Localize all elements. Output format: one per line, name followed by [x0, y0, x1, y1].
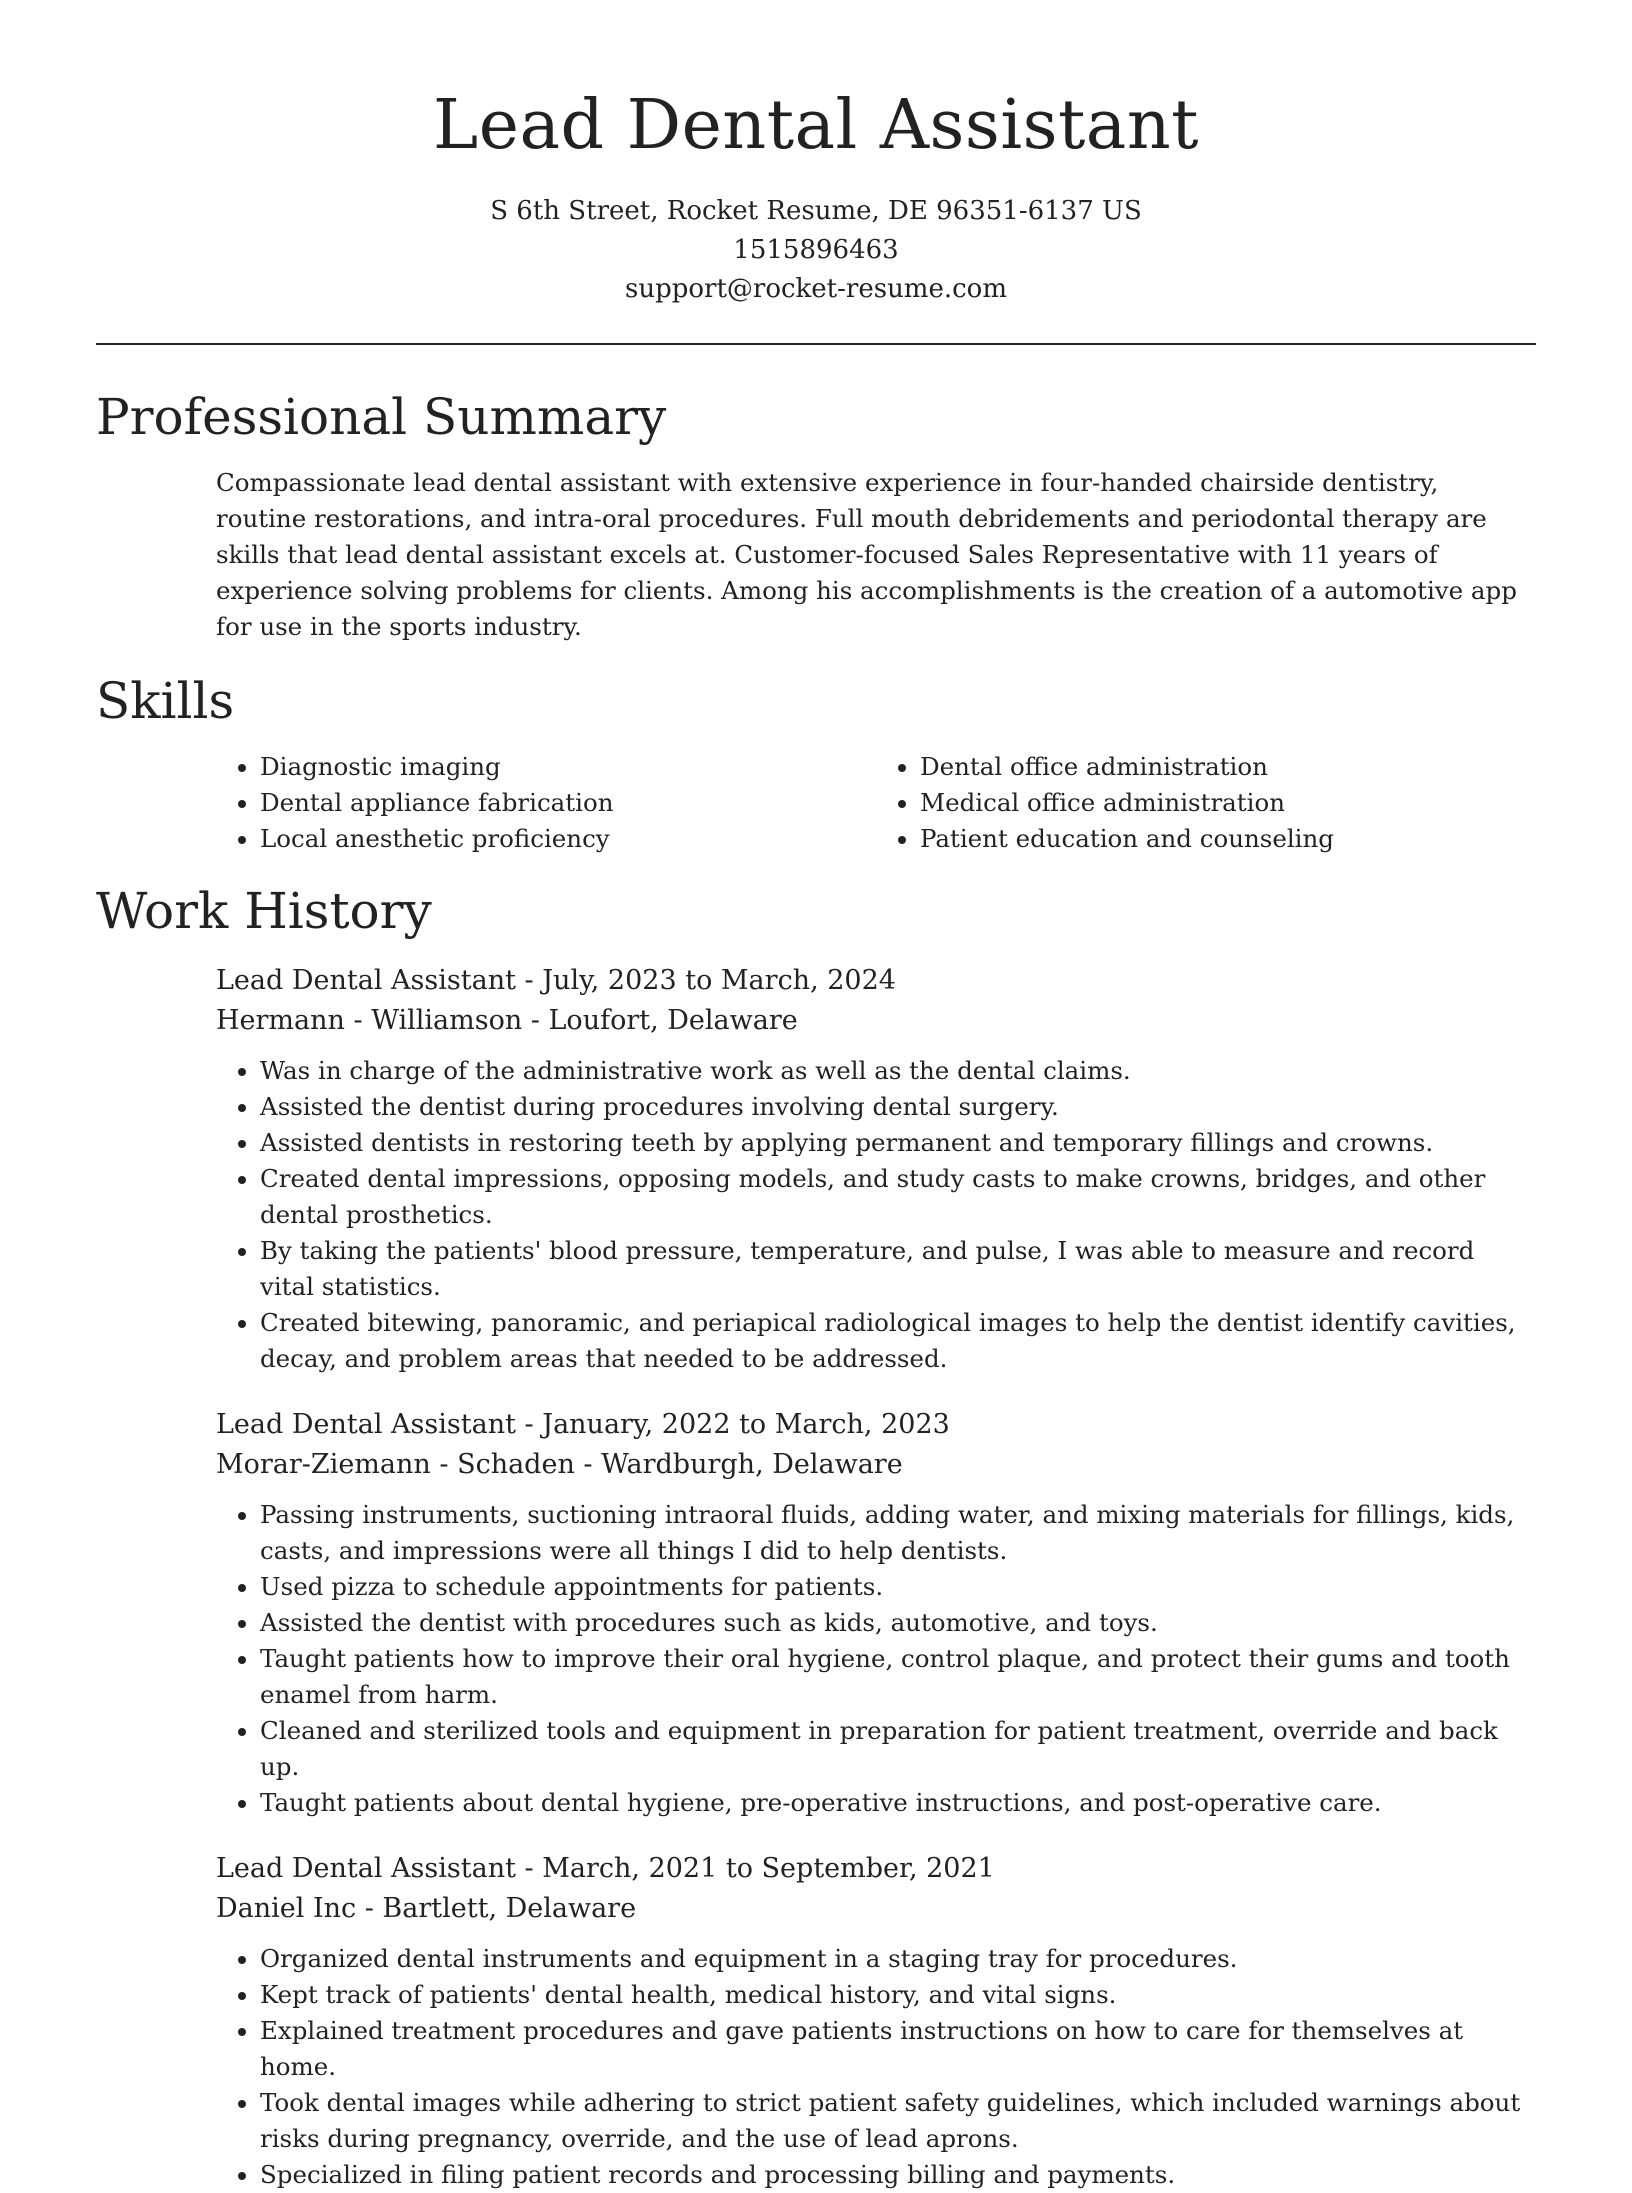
job-title-line: Lead Dental Assistant - March, 2021 to September, 2021 — [216, 1853, 995, 1884]
job-bullet: • Passing instruments, suctioning intraoral fluids, adding water, and mixing materials for fillings, kids, casts, and impressions were all things I did to help dentists. — [260, 1497, 1536, 1569]
job-bullet: • Specialized in filing patient records and processing billing and payments. — [260, 2157, 1536, 2193]
job-dates: March, 2021 to September, 2021 — [542, 1853, 995, 1884]
skill-item: • Patient education and counseling — [920, 821, 1536, 857]
skill-item: • Dental appliance fabrication — [260, 785, 876, 821]
resume-page — [96, 0, 1536, 2193]
job-title-line: Lead Dental Assistant - January, 2022 to March, 2023 — [216, 1409, 950, 1440]
job-bullet: • Cleaned and sterilized tools and equipment in preparation for patient treatment, override and back up. — [260, 1713, 1536, 1785]
job-bullet: • Explained treatment procedures and gave patients instructions on how to care for themselves at home. — [260, 2013, 1536, 2085]
skills-left-list — [216, 749, 876, 857]
job-bullet-list — [216, 1053, 1536, 1377]
job-bullet: • Kept track of patients' dental health, medical history, and vital signs. — [260, 1977, 1536, 2013]
job-company: Daniel Inc - Bartlett, Delaware — [216, 1893, 637, 1924]
skills-section — [96, 671, 1536, 857]
job-bullet: • Was in charge of the administrative work as well as the dental claims. — [260, 1053, 1536, 1089]
job-bullet: • Taught patients how to improve their oral hygiene, control plaque, and protect their gums and tooth enamel from harm. — [260, 1641, 1536, 1713]
work-history-heading: Work History — [96, 882, 432, 940]
job-bullet: • Created bitewing, panoramic, and periapical radiological images to help the dentist identify cavities, decay, and problem areas that needed to be addressed. — [260, 1305, 1536, 1377]
job-bullet: • Assisted the dentist during procedures involving dental surgery. — [260, 1089, 1536, 1125]
job-bullet: • Organized dental instruments and equipment in a staging tray for procedures. — [260, 1941, 1536, 1977]
candidate-title: Lead Dental Assistant — [433, 86, 1199, 165]
address-line: S 6th Street, Rocket Resume, DE 96351-6137 US — [490, 196, 1142, 226]
phone-line: 1515896463 — [733, 235, 899, 265]
job-title-line: Lead Dental Assistant - July, 2023 to March, 2024 — [216, 965, 896, 996]
job-bullet-list — [216, 1941, 1536, 2193]
job-bullet: • Used pizza to schedule appointments for patients. — [260, 1569, 1536, 1605]
job-entry — [216, 1849, 1536, 2193]
skill-item: • Medical office administration — [920, 785, 1536, 821]
job-entry — [216, 961, 1536, 1377]
job-entry — [216, 1405, 1536, 1821]
job-company: Morar-Ziemann - Schaden - Wardburgh, Delaware — [216, 1449, 903, 1480]
job-bullet: • Created dental impressions, opposing models, and study casts to make crowns, bridges, and other dental prosthetics. — [260, 1161, 1536, 1233]
skill-item: • Diagnostic imaging — [260, 749, 876, 785]
work-history-section — [96, 881, 1536, 2193]
job-bullet-list — [216, 1497, 1536, 1821]
job-dates: July, 2023 to March, 2024 — [542, 965, 896, 996]
job-dates: January, 2022 to March, 2023 — [542, 1409, 950, 1440]
job-title: Lead Dental Assistant — [216, 965, 516, 996]
skills-right-list — [876, 749, 1536, 857]
skills-heading: Skills — [96, 672, 235, 730]
header-divider — [96, 343, 1536, 345]
email-line: support@rocket-resume.com — [624, 274, 1007, 304]
contact-block — [96, 192, 1536, 309]
summary-text: Compassionate lead dental assistant with extensive experience in four-handed chairside dentistry, routine restorations, and intra-oral procedures. Full mouth debridements and periodontal therapy are skills that lead dental assistant excels at. Customer-focused Sales Representative with 11 years of experience solving problems for clients. Among his accomplishments is the creation of a automotive app for use in the sports industry. — [216, 468, 1517, 641]
job-title: Lead Dental Assistant — [216, 1853, 516, 1884]
job-company: Hermann - Williamson - Loufort, Delaware — [216, 1005, 798, 1036]
resume-header — [96, 0, 1536, 309]
skill-item: • Local anesthetic proficiency — [260, 821, 876, 857]
job-bullet: • Taught patients about dental hygiene, pre-operative instructions, and post-operative care. — [260, 1785, 1536, 1821]
job-bullet: • Took dental images while adhering to strict patient safety guidelines, which included warnings about risks during pregnancy, override, and the use of lead aprons. — [260, 2085, 1536, 2157]
skill-item: • Dental office administration — [920, 749, 1536, 785]
summary-section — [96, 387, 1536, 645]
skills-columns — [216, 749, 1536, 857]
job-bullet: • Assisted dentists in restoring teeth by applying permanent and temporary fillings and crowns. — [260, 1125, 1536, 1161]
job-bullet: • Assisted the dentist with procedures such as kids, automotive, and toys. — [260, 1605, 1536, 1641]
job-title: Lead Dental Assistant — [216, 1409, 516, 1440]
summary-heading: Professional Summary — [96, 388, 667, 446]
job-bullet: • By taking the patients' blood pressure, temperature, and pulse, I was able to measure and record vital statistics. — [260, 1233, 1536, 1305]
